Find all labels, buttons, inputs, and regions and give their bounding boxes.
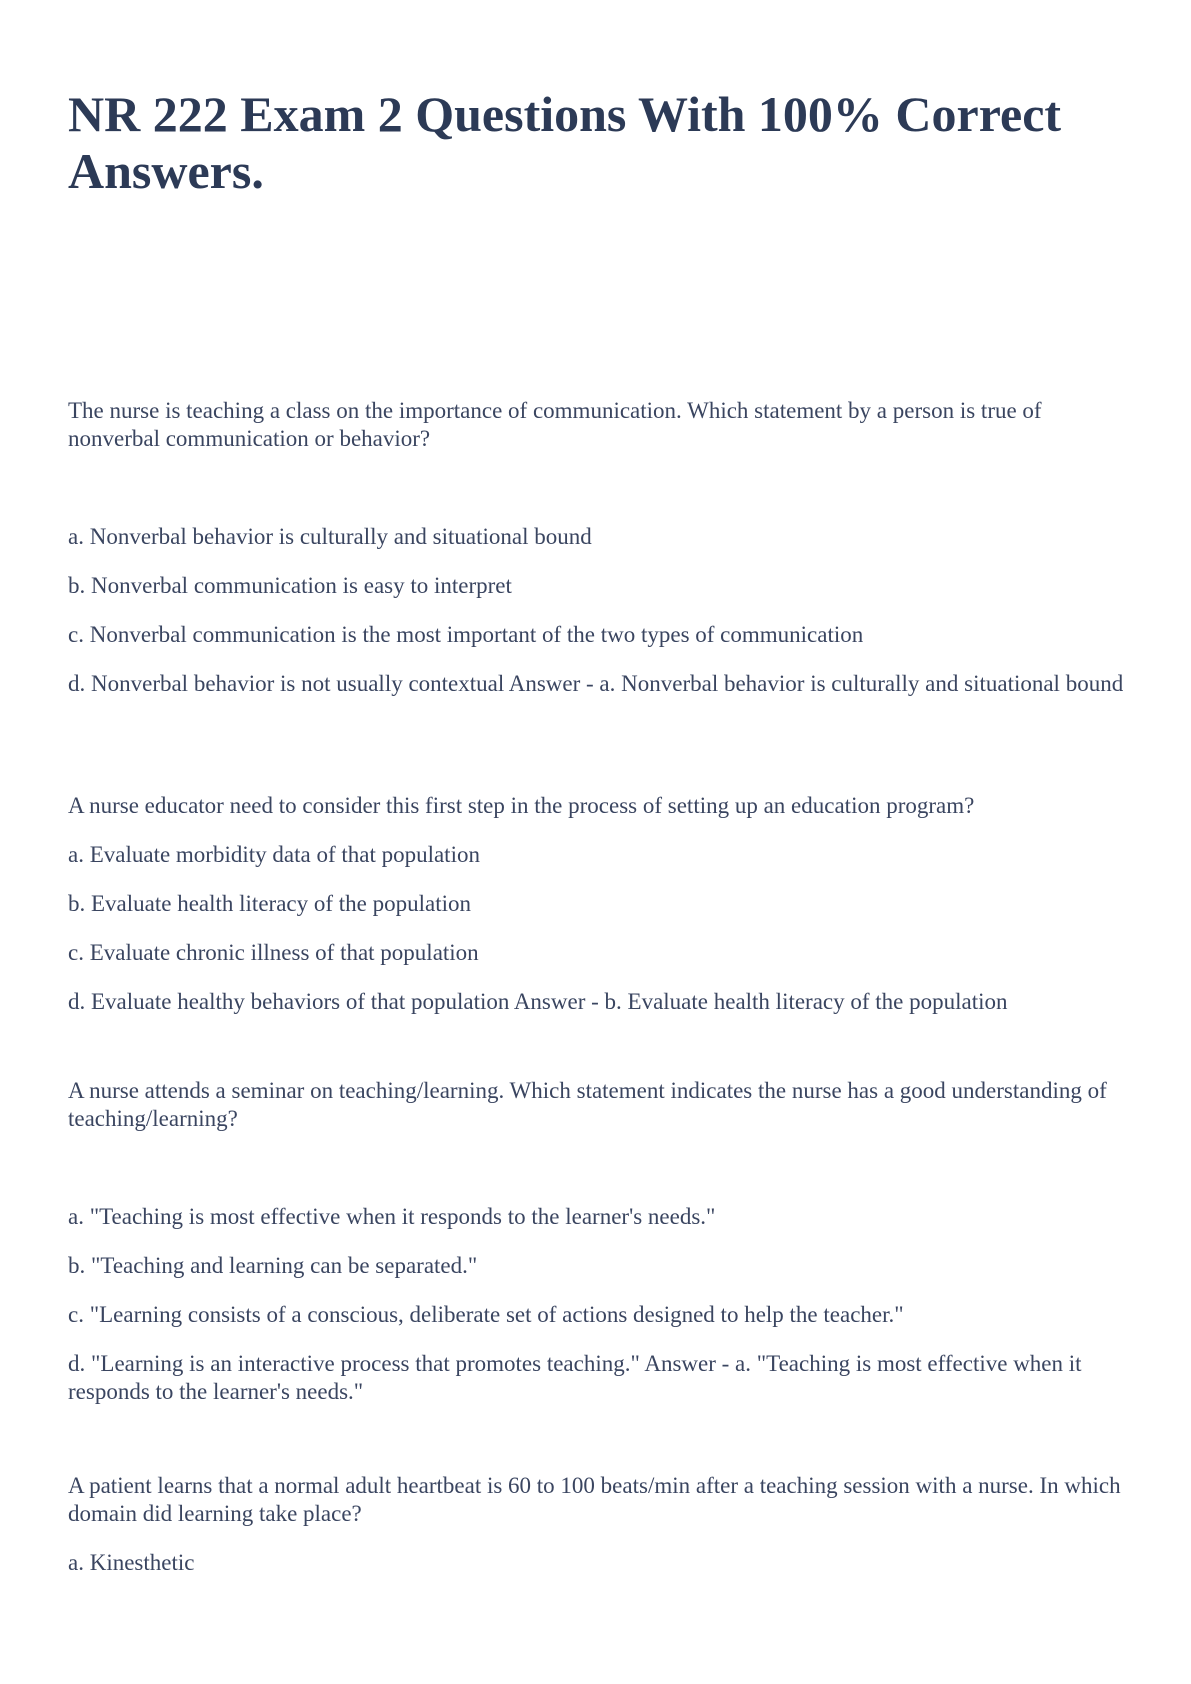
question-2-option-c: c. Evaluate chronic illness of that population <box>68 940 479 965</box>
question-2-option-b: b. Evaluate health literacy of the population <box>68 891 471 916</box>
question-1-option-a: a. Nonverbal behavior is culturally and situational bound <box>68 524 592 549</box>
question-3-option-b: b. "Teaching and learning can be separated." <box>68 1253 478 1278</box>
document-title: NR 222 Exam 2 Questions With 100% Correct Answers. <box>68 86 1062 199</box>
question-3-option-d-answer: d. "Learning is an interactive process that promotes teaching." Answer - a. "Teaching is most effective when it responds to the learner's needs." <box>68 1351 1082 1404</box>
question-4-stem: A patient learns that a normal adult heartbeat is 60 to 100 beats/min after a teaching session with a nurse. In which domain did learning take place? <box>68 1473 1121 1526</box>
question-4-option-a: a. Kinesthetic <box>68 1550 195 1575</box>
question-3-option-a: a. "Teaching is most effective when it responds to the learner's needs." <box>68 1204 716 1229</box>
question-2-stem: A nurse educator need to consider this first step in the process of setting up an education program? <box>68 793 975 818</box>
question-3-stem: A nurse attends a seminar on teaching/learning. Which statement indicates the nurse has a good understanding of teaching/learning? <box>68 1078 1107 1131</box>
question-2-option-d-answer: d. Evaluate healthy behaviors of that population Answer - b. Evaluate health literacy of the population <box>68 989 1008 1014</box>
question-1-option-b: b. Nonverbal communication is easy to interpret <box>68 573 512 598</box>
question-1-option-d-answer: d. Nonverbal behavior is not usually contextual Answer - a. Nonverbal behavior is culturally and situational bound <box>68 671 1124 696</box>
question-3-option-c: c. "Learning consists of a conscious, deliberate set of actions designed to help the teacher." <box>68 1302 904 1327</box>
question-2-option-a: a. Evaluate morbidity data of that population <box>68 842 480 867</box>
question-1-stem: The nurse is teaching a class on the importance of communication. Which statement by a person is true of nonverbal communication or behavior? <box>68 398 1042 451</box>
question-1-option-c: c. Nonverbal communication is the most important of the two types of communication <box>68 622 864 647</box>
